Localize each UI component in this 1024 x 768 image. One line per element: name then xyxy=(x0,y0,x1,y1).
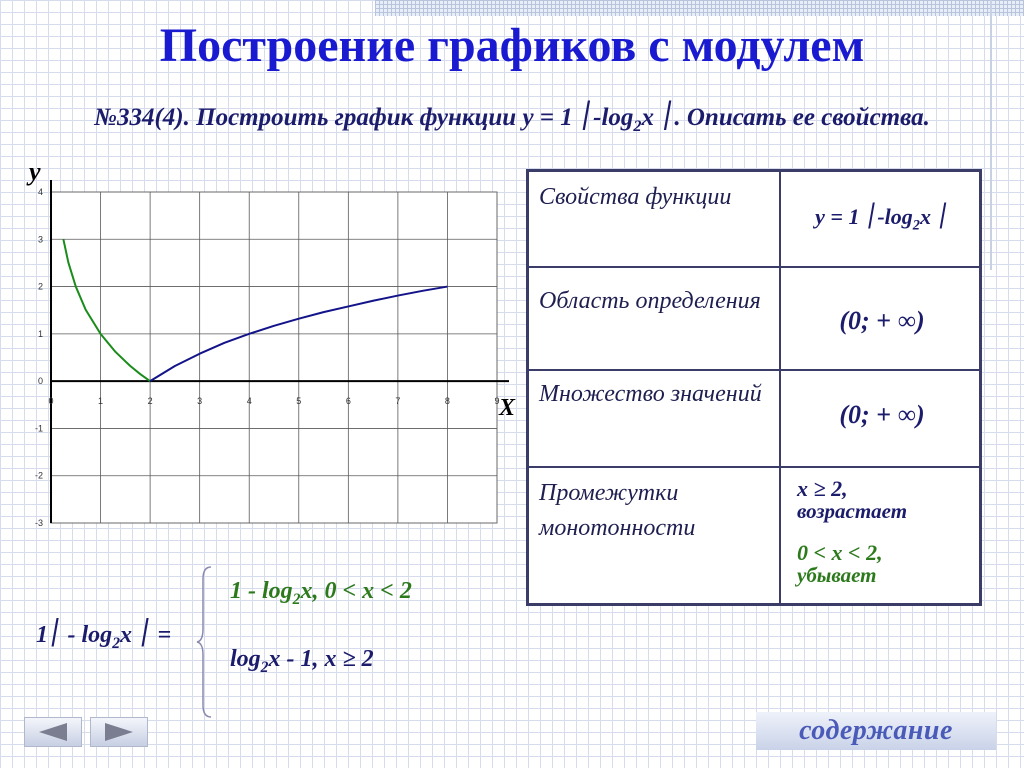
increasing-interval xyxy=(797,478,991,522)
y-tick-label: 1 xyxy=(37,328,43,339)
piecewise-lhs-prefix: ׀1 - log xyxy=(36,622,113,648)
arrow-left-icon xyxy=(37,722,69,742)
range-label: Множество значений xyxy=(539,381,762,407)
piecewise-case-increasing xyxy=(230,646,374,677)
case2-prefix: log xyxy=(230,646,261,672)
previous-slide-button[interactable] xyxy=(24,717,82,747)
table-header-fn-suffix: x ׀ xyxy=(919,204,949,229)
table-divider-vertical xyxy=(779,172,781,603)
task-prefix: №334(4). Построить график функции y = ׀ 1-log xyxy=(94,104,634,131)
x-axis-label: X xyxy=(499,395,516,422)
x-tick-label: 3 xyxy=(197,396,203,407)
increasing-condition: x ≥ 2, xyxy=(797,476,848,501)
decreasing-condition: 0 < x < 2, xyxy=(797,540,883,565)
piecewise-lhs-base: 2 xyxy=(112,634,120,652)
table-divider-row1 xyxy=(529,266,979,268)
plot-area xyxy=(51,192,500,523)
task-statement xyxy=(0,104,1024,136)
x-tick-label: 2 xyxy=(147,396,153,407)
domain-label: Область определения xyxy=(539,288,761,314)
table-divider-row2 xyxy=(529,369,979,371)
case2-suffix: x - 1, x ≥ 2 xyxy=(268,646,374,672)
y-tick-label: -2 xyxy=(34,470,43,481)
piecewise-lhs xyxy=(36,622,171,653)
task-suffix: x ׀. Описать ее свойства. xyxy=(641,104,930,131)
table-header-function xyxy=(785,204,979,234)
case2-base: 2 xyxy=(260,658,269,676)
curly-brace-icon xyxy=(195,565,215,720)
table-header-properties: Свойства функции xyxy=(539,184,732,210)
piecewise-lhs-suffix: x ׀ = xyxy=(119,622,172,648)
y-tick-label: 4 xyxy=(37,187,43,197)
table-divider-row3 xyxy=(529,466,979,468)
increasing-word: возрастает xyxy=(797,499,908,523)
y-axis-label: y xyxy=(29,157,41,186)
x-tick-label: 4 xyxy=(246,396,252,407)
x-tick-label: 1 xyxy=(98,396,104,407)
piecewise-case-decreasing xyxy=(230,578,412,609)
y-tick-label: 2 xyxy=(37,281,43,292)
table-header-fn-base: 2 xyxy=(912,217,920,234)
y-tick-label: 0 xyxy=(37,376,43,387)
table-header-fn-prefix: y = ׀ 1-log xyxy=(815,204,913,229)
decreasing-word: убывает xyxy=(797,563,877,587)
function-graph xyxy=(0,150,520,540)
task-log-base: 2 xyxy=(633,117,642,135)
x-tick-label: 0 xyxy=(48,396,54,407)
range-value: (0; + ∞) xyxy=(839,400,925,429)
case1-suffix: x, 0 < x < 2 xyxy=(300,578,412,604)
decreasing-interval xyxy=(797,542,991,586)
domain-value: (0; + ∞) xyxy=(839,306,925,335)
x-tick-label: 6 xyxy=(345,396,351,407)
x-tick-label: 5 xyxy=(296,396,302,407)
y-tick-label: -1 xyxy=(34,423,43,434)
arrow-right-icon xyxy=(103,722,135,742)
y-tick-label: 3 xyxy=(37,234,43,245)
monotonicity-label: Промежутки монотонности xyxy=(539,480,696,541)
x-tick-label: 8 xyxy=(444,396,450,407)
graph-svg xyxy=(0,150,520,540)
properties-table xyxy=(526,169,982,606)
x-tick-label: 7 xyxy=(395,396,401,407)
case1-base: 2 xyxy=(292,590,301,608)
case1-prefix: 1 - log xyxy=(230,578,293,604)
contents-link[interactable]: содержание xyxy=(756,712,996,750)
y-tick-label: -3 xyxy=(34,518,43,528)
decorative-band xyxy=(375,0,1024,16)
next-slide-button[interactable] xyxy=(90,717,148,747)
x-tick-label: 9 xyxy=(494,396,500,407)
page-title: Построение графиков с модулем xyxy=(159,19,865,72)
